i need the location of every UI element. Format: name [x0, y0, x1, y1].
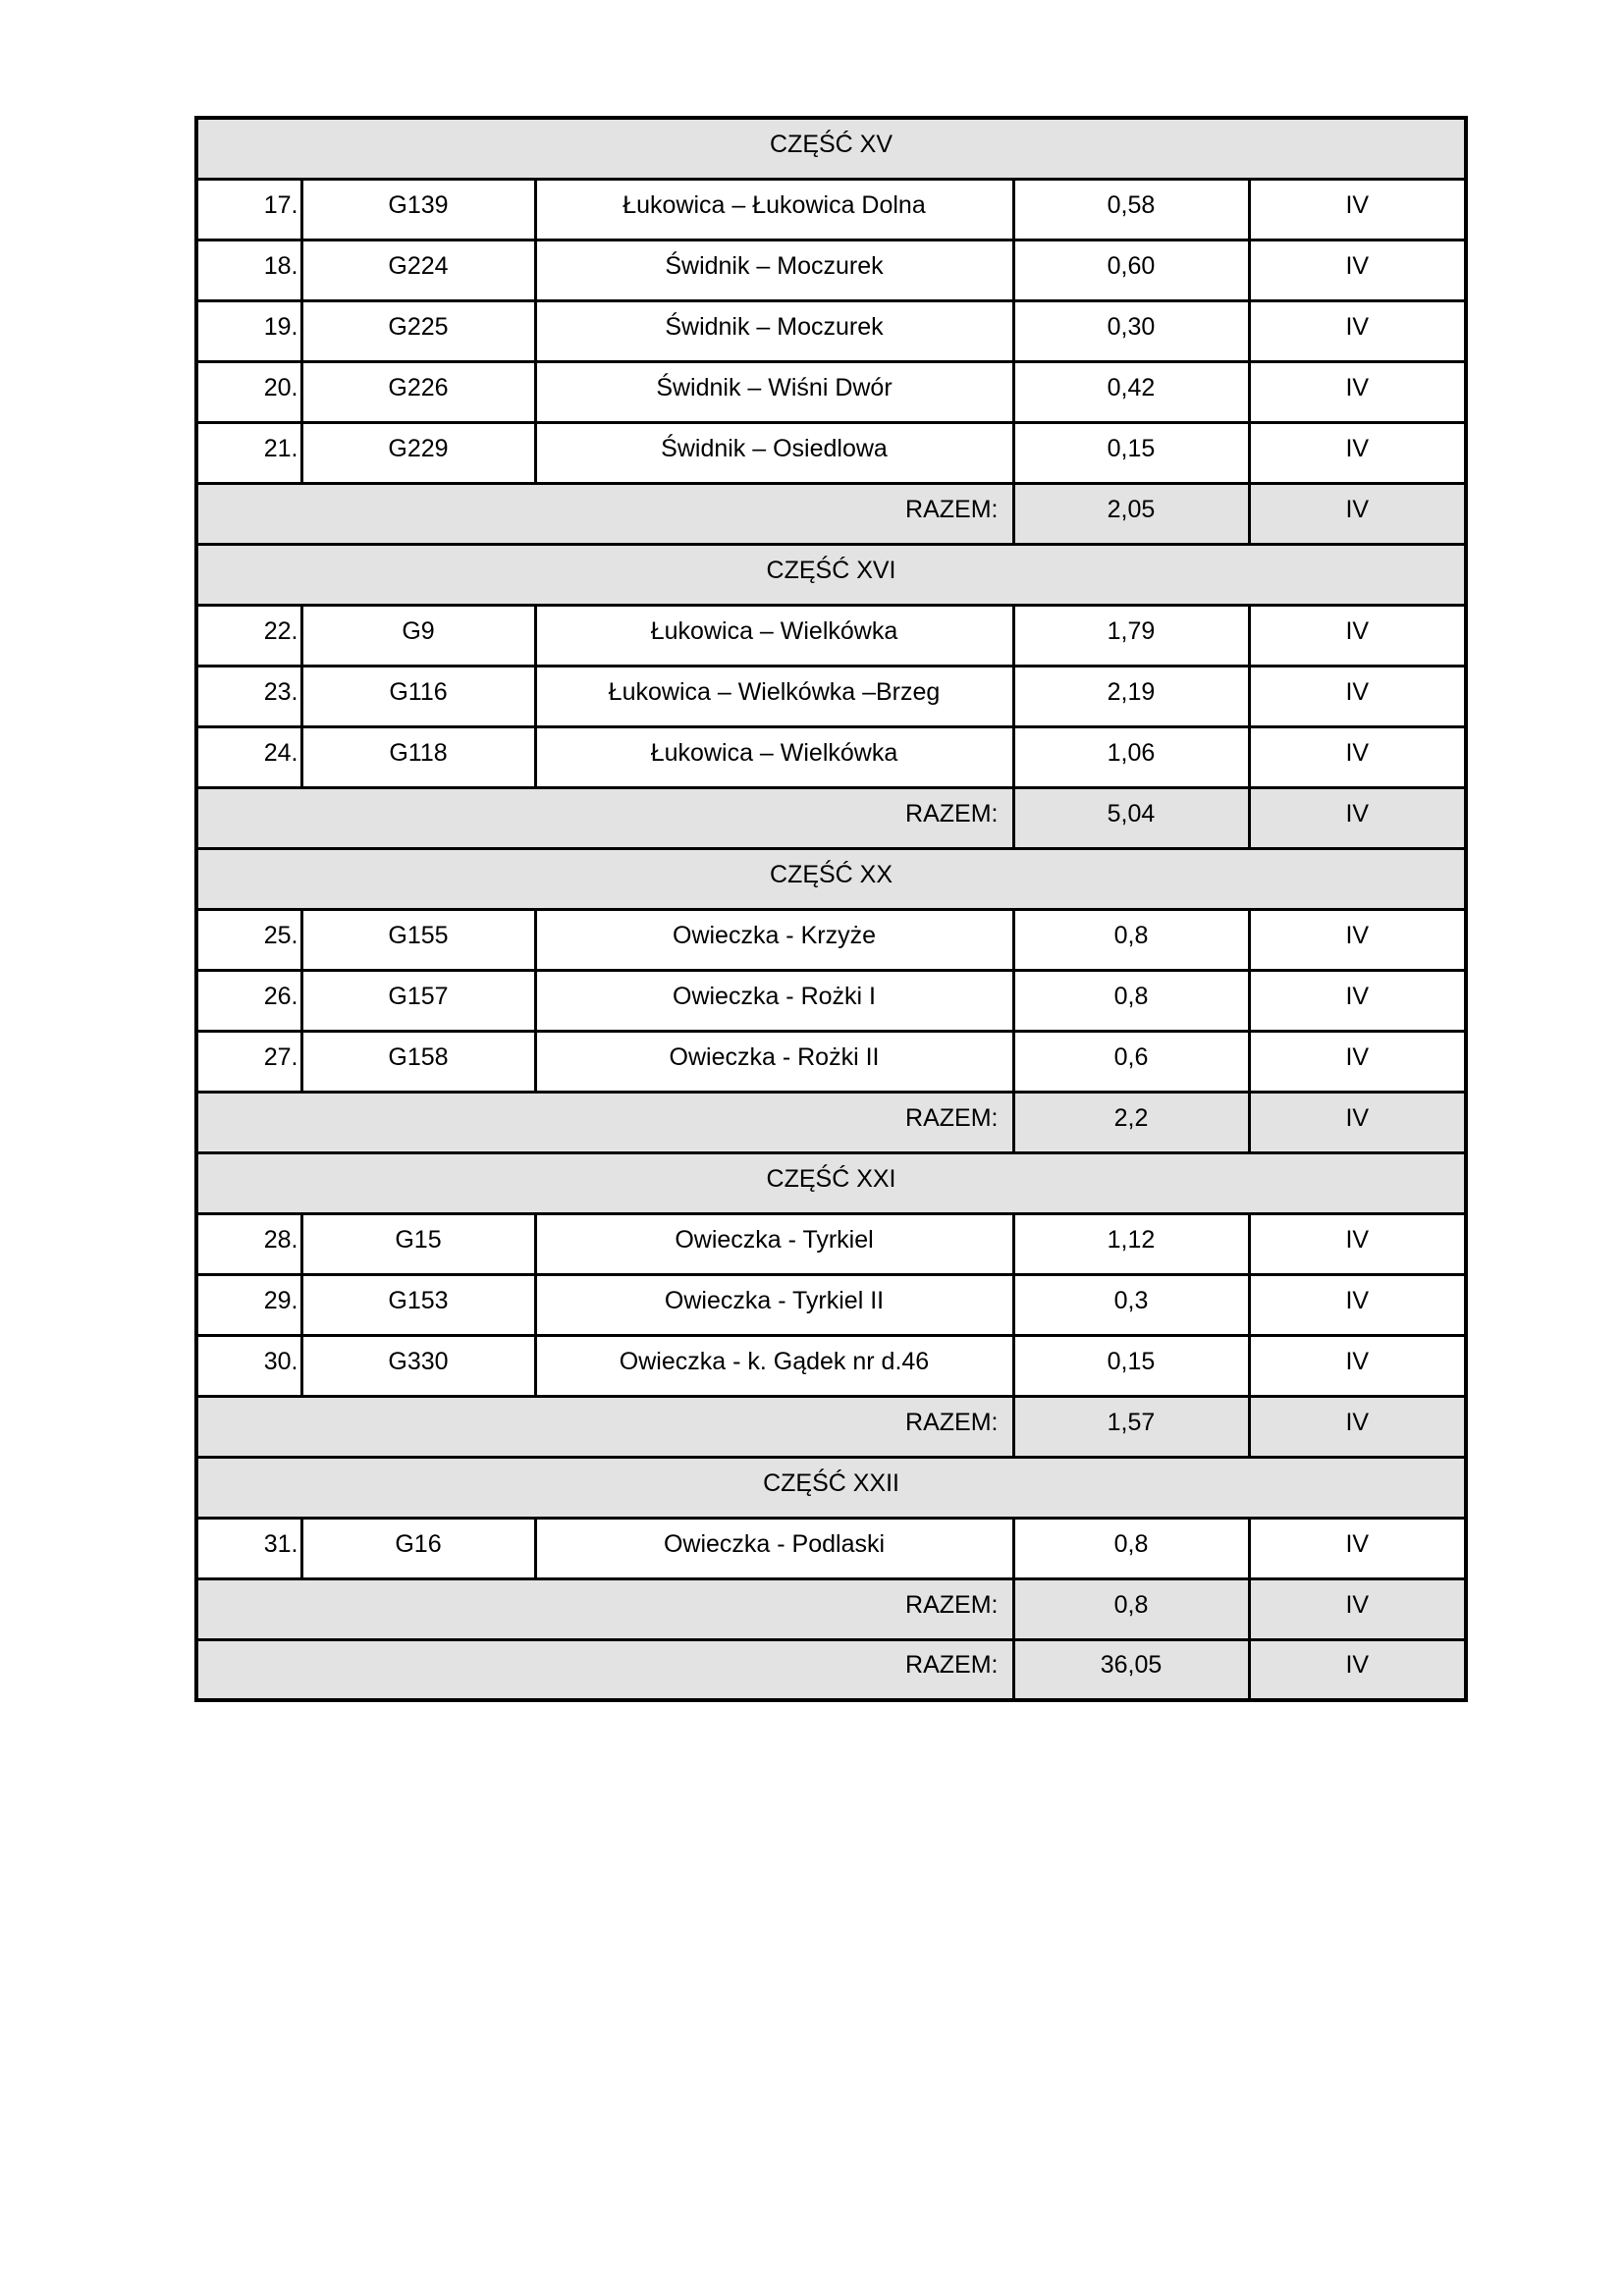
- road-category: IV: [1249, 666, 1466, 726]
- table-row: [196, 909, 1466, 970]
- row-number: 17.: [196, 179, 301, 240]
- grand-total-row: [196, 1639, 1466, 1700]
- row-number: 25.: [196, 909, 301, 970]
- road-length: 0,8: [1013, 909, 1249, 970]
- section-heading: CZĘŚĆ XXI: [196, 1152, 1466, 1213]
- total-category: IV: [1249, 1396, 1466, 1457]
- road-category: IV: [1249, 361, 1466, 422]
- row-number: 24.: [196, 726, 301, 787]
- total-label: RAZEM:: [196, 787, 1013, 848]
- row-number: 20.: [196, 361, 301, 422]
- road-route: Owieczka - Krzyże: [535, 909, 1013, 970]
- table-row: [196, 1213, 1466, 1274]
- road-length: 0,15: [1013, 422, 1249, 483]
- table-row: [196, 726, 1466, 787]
- road-length: 1,12: [1013, 1213, 1249, 1274]
- row-number: 18.: [196, 240, 301, 300]
- total-length: 36,05: [1013, 1639, 1249, 1700]
- road-category: IV: [1249, 970, 1466, 1031]
- road-length: 0,42: [1013, 361, 1249, 422]
- total-label: RAZEM:: [196, 1578, 1013, 1639]
- section-total-row: [196, 1092, 1466, 1152]
- table-row: [196, 666, 1466, 726]
- road-route: Owieczka - k. Gądek nr d.46: [535, 1335, 1013, 1396]
- road-route: Świdnik – Moczurek: [535, 240, 1013, 300]
- table-row: [196, 240, 1466, 300]
- row-number: 22.: [196, 605, 301, 666]
- table-row: [196, 605, 1466, 666]
- row-number: 19.: [196, 300, 301, 361]
- road-category: IV: [1249, 422, 1466, 483]
- section-total-row: [196, 1396, 1466, 1457]
- road-code: G139: [301, 179, 535, 240]
- table-row: [196, 970, 1466, 1031]
- section-heading-row: [196, 848, 1466, 909]
- total-label: RAZEM:: [196, 1092, 1013, 1152]
- road-route: Owieczka - Tyrkiel: [535, 1213, 1013, 1274]
- road-category: IV: [1249, 605, 1466, 666]
- table-row: [196, 179, 1466, 240]
- table-row: [196, 1274, 1466, 1335]
- road-route: Świdnik – Wiśni Dwór: [535, 361, 1013, 422]
- section-heading: CZĘŚĆ XV: [196, 118, 1466, 179]
- road-category: IV: [1249, 1274, 1466, 1335]
- section-heading-row: [196, 544, 1466, 605]
- section-heading-row: [196, 118, 1466, 179]
- road-code: G155: [301, 909, 535, 970]
- total-category: IV: [1249, 787, 1466, 848]
- road-category: IV: [1249, 300, 1466, 361]
- road-code: G153: [301, 1274, 535, 1335]
- row-number: 26.: [196, 970, 301, 1031]
- road-code: G116: [301, 666, 535, 726]
- road-code: G118: [301, 726, 535, 787]
- total-length: 2,2: [1013, 1092, 1249, 1152]
- total-label: RAZEM:: [196, 1639, 1013, 1700]
- road-category: IV: [1249, 726, 1466, 787]
- road-code: G9: [301, 605, 535, 666]
- road-code: G226: [301, 361, 535, 422]
- row-number: 23.: [196, 666, 301, 726]
- row-number: 21.: [196, 422, 301, 483]
- road-route: Owieczka - Rożki II: [535, 1031, 1013, 1092]
- road-category: IV: [1249, 1031, 1466, 1092]
- table-row: [196, 1031, 1466, 1092]
- road-code: G225: [301, 300, 535, 361]
- road-code: G224: [301, 240, 535, 300]
- section-heading: CZĘŚĆ XXII: [196, 1457, 1466, 1518]
- total-category: IV: [1249, 1639, 1466, 1700]
- road-route: Łukowica – Wielkówka: [535, 605, 1013, 666]
- total-category: IV: [1249, 1578, 1466, 1639]
- road-code: G157: [301, 970, 535, 1031]
- total-category: IV: [1249, 1092, 1466, 1152]
- table-row: [196, 300, 1466, 361]
- section-heading: CZĘŚĆ XX: [196, 848, 1466, 909]
- road-route: Łukowica – Łukowica Dolna: [535, 179, 1013, 240]
- road-length: 0,30: [1013, 300, 1249, 361]
- section-heading-row: [196, 1152, 1466, 1213]
- road-route: Owieczka - Rożki I: [535, 970, 1013, 1031]
- table-row: [196, 1335, 1466, 1396]
- road-length: 0,8: [1013, 970, 1249, 1031]
- total-category: IV: [1249, 483, 1466, 544]
- total-length: 2,05: [1013, 483, 1249, 544]
- road-code: G16: [301, 1518, 535, 1578]
- road-length: 0,6: [1013, 1031, 1249, 1092]
- table-body: [196, 118, 1466, 1700]
- road-code: G330: [301, 1335, 535, 1396]
- row-number: 30.: [196, 1335, 301, 1396]
- row-number: 27.: [196, 1031, 301, 1092]
- road-length: 1,06: [1013, 726, 1249, 787]
- road-route: Łukowica – Wielkówka –Brzeg: [535, 666, 1013, 726]
- road-length: 0,3: [1013, 1274, 1249, 1335]
- road-code: G158: [301, 1031, 535, 1092]
- total-length: 1,57: [1013, 1396, 1249, 1457]
- road-category: IV: [1249, 909, 1466, 970]
- road-length: 0,8: [1013, 1518, 1249, 1578]
- road-route: Owieczka - Podlaski: [535, 1518, 1013, 1578]
- road-length: 0,15: [1013, 1335, 1249, 1396]
- road-category: IV: [1249, 240, 1466, 300]
- section-total-row: [196, 787, 1466, 848]
- table-row: [196, 361, 1466, 422]
- total-label: RAZEM:: [196, 1396, 1013, 1457]
- road-route: Świdnik – Moczurek: [535, 300, 1013, 361]
- road-category: IV: [1249, 1213, 1466, 1274]
- section-total-row: [196, 1578, 1466, 1639]
- road-length: 1,79: [1013, 605, 1249, 666]
- row-number: 31.: [196, 1518, 301, 1578]
- road-list-table: [194, 116, 1468, 1702]
- total-label: RAZEM:: [196, 483, 1013, 544]
- row-number: 28.: [196, 1213, 301, 1274]
- road-route: Świdnik – Osiedlowa: [535, 422, 1013, 483]
- road-route: Łukowica – Wielkówka: [535, 726, 1013, 787]
- road-category: IV: [1249, 1518, 1466, 1578]
- row-number: 29.: [196, 1274, 301, 1335]
- road-category: IV: [1249, 1335, 1466, 1396]
- road-code: G229: [301, 422, 535, 483]
- table-row: [196, 1518, 1466, 1578]
- total-length: 0,8: [1013, 1578, 1249, 1639]
- total-length: 5,04: [1013, 787, 1249, 848]
- road-route: Owieczka - Tyrkiel II: [535, 1274, 1013, 1335]
- road-length: 2,19: [1013, 666, 1249, 726]
- section-heading: CZĘŚĆ XVI: [196, 544, 1466, 605]
- section-total-row: [196, 483, 1466, 544]
- road-length: 0,60: [1013, 240, 1249, 300]
- road-category: IV: [1249, 179, 1466, 240]
- table-row: [196, 422, 1466, 483]
- section-heading-row: [196, 1457, 1466, 1518]
- road-length: 0,58: [1013, 179, 1249, 240]
- road-code: G15: [301, 1213, 535, 1274]
